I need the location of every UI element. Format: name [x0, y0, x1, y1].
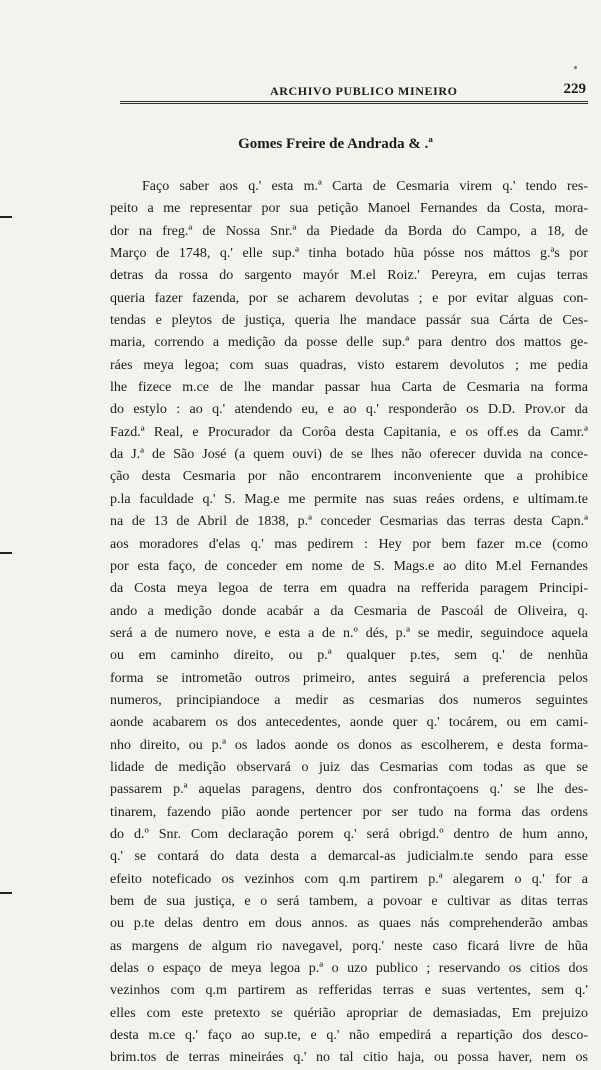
text-line: p.la faculdade q.' S. Mag.e me permite nas suas reáes ordens, e ultimam.te — [110, 491, 588, 507]
text-line: queria fazer fazenda, por se acharem devolutas ; e por evitar alguas con- — [110, 290, 588, 306]
text-line: da Costa meya legoa de terra em quadra na refferida paragem Principi- — [110, 581, 588, 597]
text-line: forma se intrometão outros primeiro, antes seguirá a preferencia pelos — [110, 670, 588, 686]
text-line: as margens de algum rio navegavel, porq.' neste caso ficará livre de hũa — [110, 938, 588, 954]
text-line: q.' se contará do data desta a demarcal-as judicialm.te sendo para esse — [110, 849, 588, 865]
margin-mark — [0, 552, 12, 554]
text-line: por esta faço, de conceder em nome de S. Mags.e ao dito M.el Fernandes — [110, 558, 588, 574]
text-line: peito a me representar por sua petição Manoel Fernandes da Costa, mora- — [110, 201, 588, 217]
page-number: 229 — [563, 81, 586, 97]
text-line: elles com este pretexto se quérião apropriar de demasiadas, Em prejuizo — [110, 1005, 588, 1021]
text-line: do d.º Snr. Com declaração porem q.' será obrigd.º dentro de hum anno, — [110, 826, 588, 842]
text-line: será a de numero nove, e esta a de n.º dés, p.ª se medir, seguindoce aquela — [110, 625, 588, 641]
text-line: ráes meya legoa; com suas quadras, visto estarem devolutos ; me pedia — [110, 357, 588, 373]
text-line: do estylo : ao q.' atendendo eu, e ao q.' responderão os D.D. Prov.or da — [110, 402, 588, 418]
text-line: ou p.te delas dentro em dous annos. as quaes nás comprehenderão ambas — [110, 916, 588, 932]
text-line: efeito noteficado os vezinhos com q.m partirem p.ª alegarem o q.' for a — [110, 871, 588, 887]
text-line: vezinhos com q.m partirem as refferidas terras e suas vertentes, sem q.' — [110, 983, 588, 999]
text-line: delas o espaço de meya legoa p.ª o uzo publico ; reservando os citios dos — [110, 961, 588, 977]
text-line: detras da rossa do sargento mayór M.el Roiz.' Pereyra, em cujas terras — [110, 268, 588, 284]
text-line: desta m.ce q.' faço ao sup.te, e q.' não empedirá a repartição dos desco- — [110, 1028, 588, 1044]
page-header — [120, 81, 590, 102]
text-line: lhe fizece m.ce de lhe mandar passar hua Carta de Cesmaria na forma — [110, 380, 588, 396]
text-line: numeros, principiandoce a medir as cesmarias dos numeros seguintes — [110, 692, 588, 708]
text-line: dor na freg.ª de Nossa Snr.ª da Piedade da Borda do Campo, a 18, de — [110, 223, 588, 239]
header-rule — [120, 101, 588, 104]
text-line: ou em caminho direito, ou p.ª qualquer p.tes, sem q.' de nenhũa — [110, 648, 588, 664]
text-line: da J.ª de São José (a quem ouvi) de se lhes não oferecer duvida na conce- — [110, 447, 588, 463]
text-line: Março de 1748, q.' elle sup.ª tinha botado hũa pósse nos máttos g.ªs por — [110, 246, 588, 262]
text-line: bem de sua justiça, e o será tambem, a povoar e cultivar as ditas terras — [110, 894, 588, 909]
text-line: Faço saber aos q.' esta m.ª Carta de Cesmaria virem q.' tendo res- — [142, 179, 588, 194]
text-line: na de 13 de Abril de 1838, p.ª conceder Cesmarias das terras desta Capn.ª — [110, 514, 588, 530]
text-line: aos moradores d'elas q.' mas pedirem : Hey por bem fazer m.ce (como — [110, 536, 588, 552]
text-line: ção desta Cesmaria por não encontrarem inconveniente que a prohibice — [110, 469, 588, 485]
text-line: aonde acabarem os dos antecedentes, aonde quer q.' tocárem, ou em cami- — [110, 715, 588, 731]
text-line: lidade de medição observará o juiz das Cesmarias com todas as que se — [110, 759, 588, 775]
text-line: brim.tos de terras mineiráes q.' no tal citio haja, ou possa haver, nem os — [110, 1050, 588, 1066]
text-line: tinarem, fazendo pião aonde pertencer por ser tudo na forma das ordens — [110, 804, 588, 820]
margin-mark — [0, 892, 12, 894]
text-line: tendas e pleytos de justiça, queria lhe mandace passár sua Cárta de Ces- — [110, 313, 588, 329]
text-line: Fazd.ª Real, e Procurador da Corôa desta Capitania, e os off.es da Camr.ª — [110, 424, 588, 440]
text-line: maria, correndo a medição da posse delle sup.ª para dentro dos mattos ge- — [110, 335, 588, 351]
margin-mark — [0, 216, 12, 218]
document-title: Gomes Freire de Andrada & .ª — [238, 136, 433, 152]
paper-speck — [574, 66, 577, 69]
text-line: ando a medição donde acabár a da Cesmaria de Pascoál de Oliveira, q. — [110, 603, 588, 619]
document-body — [110, 176, 588, 1070]
running-title: ARCHIVO PUBLICO MINEIRO — [270, 84, 458, 98]
text-line: passarem p.ª aquelas paragens, dentro dos confrontaçoens q.' se lhe des- — [110, 782, 588, 798]
text-line: nho direito, ou p.ª os lados aonde os donos as escolherem, e desta forma- — [110, 737, 588, 753]
